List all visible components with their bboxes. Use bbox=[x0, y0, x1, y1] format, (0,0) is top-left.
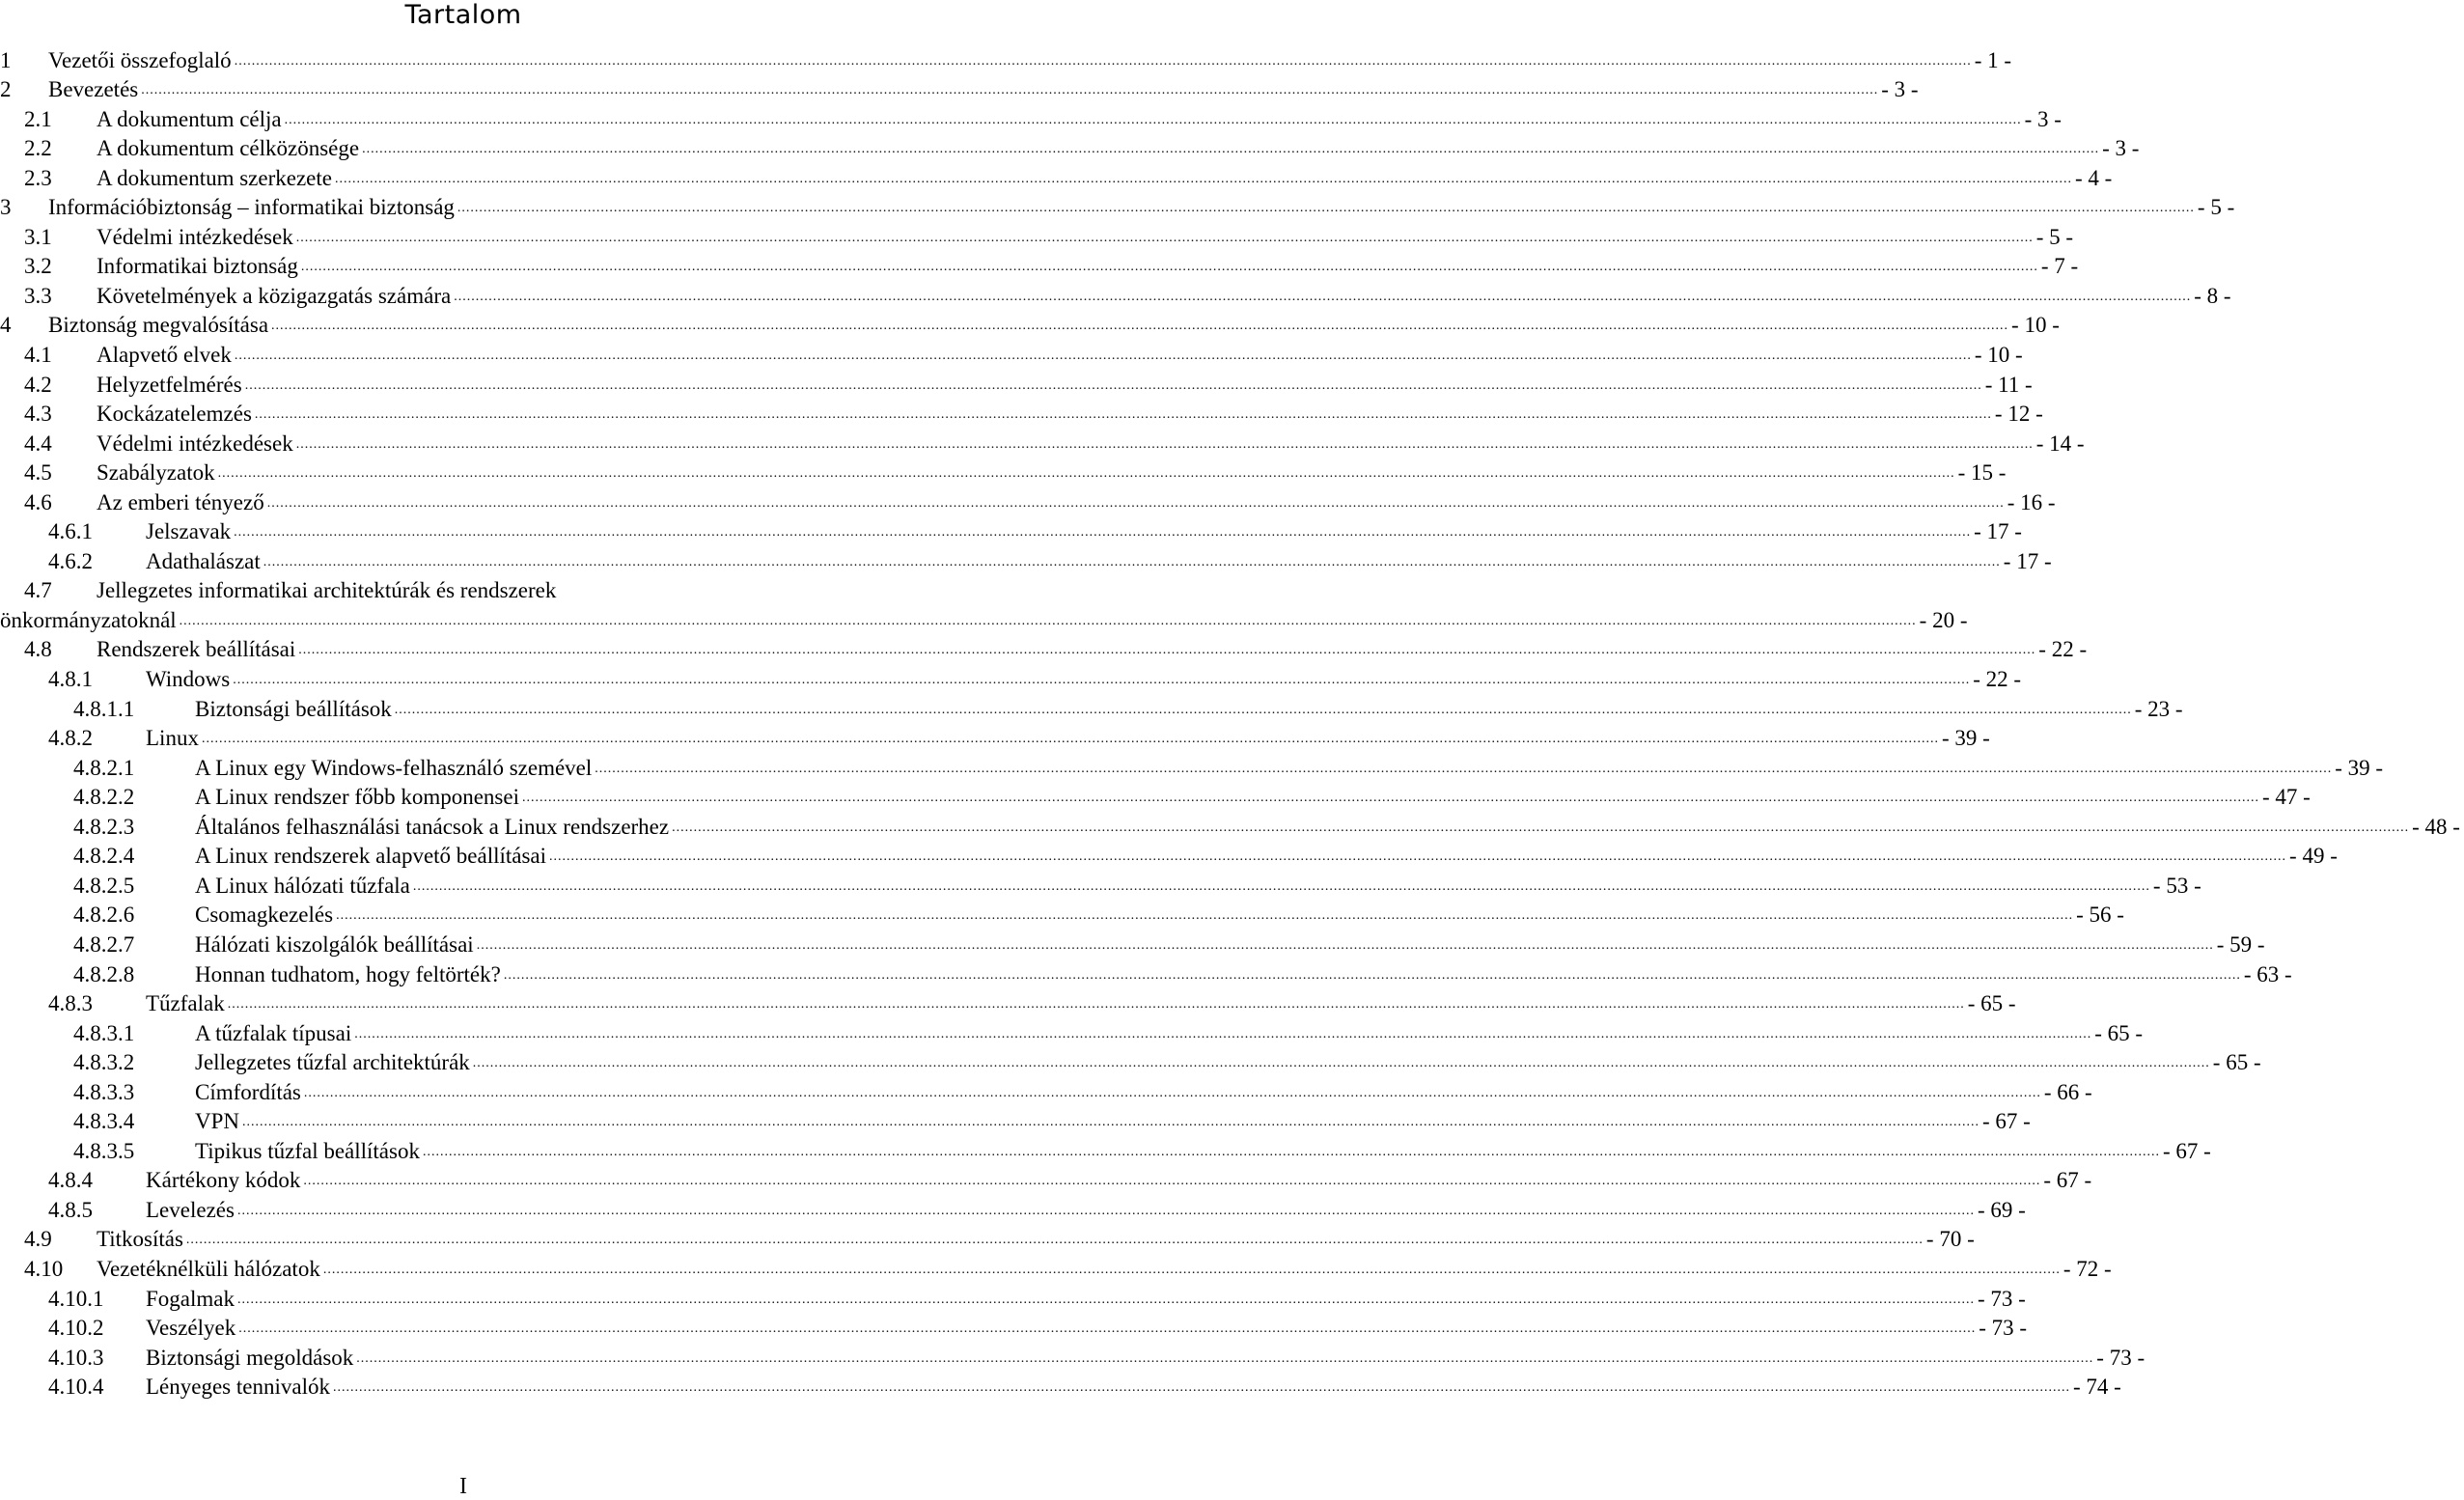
toc-entry-title: Honnan tudhatom, hogy feltörték? bbox=[195, 961, 501, 986]
dot-leader: ................................................................................................................................................................................................................................................................................................................................................................................................................ bbox=[521, 791, 2259, 806]
dot-leader: ................................................................................................................................................................................................................................................................................................................................................................................................................ bbox=[412, 878, 2150, 894]
toc-entry-title: Helyzetfelmérés bbox=[97, 372, 242, 397]
toc-entry[interactable] bbox=[0, 988, 2016, 1018]
toc-entry-title: Az emberi tényező bbox=[97, 489, 264, 514]
toc-entry-number: 4.6.2 bbox=[48, 548, 93, 573]
toc-entry[interactable] bbox=[0, 870, 2201, 900]
toc-entry-number: 4.8.3.2 bbox=[73, 1050, 135, 1075]
toc-entry-page: - 67 - bbox=[2162, 1138, 2211, 1163]
dot-leader: ................................................................................................................................................................................................................................................................................................................................................................................................................ bbox=[141, 83, 1879, 98]
toc-entry[interactable] bbox=[0, 221, 2074, 251]
toc-entry[interactable] bbox=[0, 1106, 2031, 1136]
toc-entry[interactable] bbox=[0, 929, 2265, 958]
toc-entry-title: Szabályzatok bbox=[97, 460, 215, 486]
dot-leader: ................................................................................................................................................................................................................................................................................................................................................................................................................ bbox=[362, 142, 2100, 157]
toc-entry[interactable] bbox=[0, 545, 2052, 575]
toc-entry-title: Linux bbox=[146, 726, 199, 751]
toc-entry-title: Vezetői összefoglaló bbox=[48, 47, 232, 72]
toc-entry[interactable] bbox=[0, 1194, 2026, 1224]
toc-entry[interactable] bbox=[0, 516, 2022, 546]
dot-leader: ................................................................................................................................................................................................................................................................................................................................................................................................................ bbox=[242, 1115, 1980, 1130]
toc-entry[interactable] bbox=[0, 663, 2022, 693]
toc-entry-title: Tűzfalak bbox=[146, 991, 225, 1016]
toc-entry-page: - 53 - bbox=[2152, 873, 2201, 898]
toc-entry-page: - 39 - bbox=[2335, 755, 2384, 780]
toc-entry-number: 1 bbox=[0, 47, 12, 72]
toc-entry-number: 4.10.2 bbox=[48, 1316, 104, 1341]
toc-entry-title: Levelezés bbox=[146, 1197, 235, 1222]
toc-entry-title: A dokumentum célközönsége bbox=[97, 136, 360, 161]
toc-entry-page: - 5 - bbox=[2197, 195, 2235, 220]
toc-entry[interactable] bbox=[0, 782, 2311, 812]
dot-leader: ................................................................................................................................................................................................................................................................................................................................................................................................................ bbox=[295, 436, 2034, 452]
dot-leader: ................................................................................................................................................................................................................................................................................................................................................................................................................ bbox=[298, 643, 2036, 658]
toc-entry[interactable] bbox=[0, 723, 1990, 753]
toc-entry-number: 4.8.2.1 bbox=[73, 755, 135, 780]
dot-leader: ................................................................................................................................................................................................................................................................................................................................................................................................................ bbox=[595, 761, 2333, 776]
toc-entry[interactable] bbox=[0, 103, 2062, 133]
dot-leader: ................................................................................................................................................................................................................................................................................................................................................................................................................ bbox=[672, 819, 2410, 835]
toc-entry[interactable] bbox=[0, 841, 2338, 871]
toc-entry-page: - 73 - bbox=[2096, 1345, 2146, 1370]
toc-entry-number: 4.8.3.3 bbox=[73, 1079, 135, 1104]
toc-entry-page: - 67 - bbox=[1982, 1109, 2031, 1134]
toc-entry[interactable] bbox=[0, 1372, 2121, 1402]
dot-leader: ................................................................................................................................................................................................................................................................................................................................................................................................................ bbox=[394, 702, 2132, 717]
toc-entry-page: - 65 - bbox=[2094, 1020, 2144, 1045]
dot-leader: ................................................................................................................................................................................................................................................................................................................................................................................................................ bbox=[332, 1380, 2070, 1396]
toc-entry[interactable] bbox=[0, 958, 2292, 988]
toc-entry-number: 4.8.3.1 bbox=[73, 1020, 135, 1045]
toc-entry-number: 4.8.2.5 bbox=[73, 873, 135, 898]
toc-entry-number: 4.5 bbox=[24, 460, 52, 486]
page-number: I bbox=[459, 1474, 467, 1499]
dot-leader: ................................................................................................................................................................................................................................................................................................................................................................................................................ bbox=[503, 967, 2241, 983]
dot-leader: ................................................................................................................................................................................................................................................................................................................................................................................................................ bbox=[354, 1026, 2092, 1042]
toc-entry-title: A tűzfalak típusai bbox=[195, 1020, 352, 1045]
toc-entry[interactable] bbox=[0, 74, 1919, 104]
dot-leader: ................................................................................................................................................................................................................................................................................................................................................................................................................ bbox=[217, 466, 1955, 482]
toc-entry-page: - 14 - bbox=[2035, 431, 2085, 456]
toc-entry-page: - 22 - bbox=[1973, 667, 2022, 692]
dot-leader: ................................................................................................................................................................................................................................................................................................................................................................................................................ bbox=[457, 201, 2195, 216]
dot-leader: ................................................................................................................................................................................................................................................................................................................................................................................................................ bbox=[300, 260, 2038, 275]
toc-entry-page: - 23 - bbox=[2134, 696, 2183, 721]
toc-entry-title: önkormányzatoknál bbox=[0, 607, 177, 632]
toc-entry-title: Követelmények a közigazgatás számára bbox=[97, 283, 452, 308]
toc-entry-title: A Linux egy Windows-felhasználó szemével bbox=[195, 755, 593, 780]
toc-entry-page: - 63 - bbox=[2243, 961, 2292, 986]
toc-entry[interactable] bbox=[0, 1253, 2112, 1283]
dot-leader: ................................................................................................................................................................................................................................................................................................................................................................................................................ bbox=[295, 230, 2034, 245]
toc-entry[interactable] bbox=[0, 811, 2460, 841]
toc-entry[interactable] bbox=[0, 44, 2012, 74]
toc-entry-number: 4.8.2.4 bbox=[73, 844, 135, 869]
toc-entry-page: - 49 - bbox=[2289, 844, 2338, 869]
toc-entry[interactable] bbox=[0, 1283, 2026, 1313]
toc-entry-page: - 10 - bbox=[1974, 343, 2023, 368]
toc-entry-page: - 17 - bbox=[1974, 519, 2022, 544]
toc-entry-page: - 47 - bbox=[2261, 785, 2311, 810]
toc-entry-number: 4.8.3.4 bbox=[73, 1109, 135, 1134]
toc-entry-page: - 73 - bbox=[1979, 1316, 2028, 1341]
toc-entry-title: Rendszerek beállításai bbox=[97, 637, 296, 662]
toc-entry[interactable] bbox=[0, 1076, 2092, 1106]
toc-entry-title: Csomagkezelés bbox=[195, 903, 334, 928]
dot-leader: ................................................................................................................................................................................................................................................................................................................................................................................................................ bbox=[454, 289, 2192, 304]
toc-entry-number: 4.8.4 bbox=[48, 1168, 93, 1193]
toc-entry[interactable] bbox=[0, 900, 2124, 930]
toc-entry-number: 4.8.2.8 bbox=[73, 961, 135, 986]
toc-entry-title: Informatikai biztonság bbox=[97, 254, 298, 279]
dot-leader: ................................................................................................................................................................................................................................................................................................................................................................................................................ bbox=[356, 1350, 2094, 1366]
toc-entry[interactable] bbox=[0, 1165, 2092, 1195]
toc-entry-number: 4.8.2 bbox=[48, 726, 93, 751]
toc-entry-title: Tipikus tűzfal beállítások bbox=[195, 1138, 420, 1163]
toc-entry[interactable] bbox=[0, 752, 2384, 782]
toc-entry[interactable] bbox=[0, 399, 2043, 429]
toc-entry-title: A dokumentum szerkezete bbox=[97, 165, 332, 190]
toc-entry-number: 2.3 bbox=[24, 165, 52, 190]
toc-entry[interactable] bbox=[0, 604, 1968, 634]
toc-entry-number: 4.8.3 bbox=[48, 991, 93, 1016]
toc-entry-title: Bevezetés bbox=[48, 77, 139, 102]
toc-entry-title: Adathalászat bbox=[146, 548, 261, 573]
toc-entry-number: 3 bbox=[0, 195, 12, 220]
toc-entry-number: 4.10.4 bbox=[48, 1375, 104, 1400]
toc-entry-title: Információbiztonság – informatikai biztonság bbox=[48, 195, 455, 220]
toc-entry-number: 2.1 bbox=[24, 106, 52, 131]
toc-entry-number: 4.7 bbox=[24, 578, 52, 603]
toc-entry-title: Biztonsági beállítások bbox=[195, 696, 392, 721]
toc-entry-number: 4.9 bbox=[24, 1227, 52, 1252]
dot-leader: ................................................................................................................................................................................................................................................................................................................................................................................................................ bbox=[422, 1144, 2160, 1159]
toc-entry-title: A Linux rendszerek alapvető beállításai bbox=[195, 844, 547, 869]
toc-entry-title: Fogalmak bbox=[146, 1286, 235, 1311]
dot-leader: ................................................................................................................................................................................................................................................................................................................................................................................................................ bbox=[233, 673, 1971, 688]
toc-entry[interactable] bbox=[0, 1342, 2146, 1372]
dot-leader: ................................................................................................................................................................................................................................................................................................................................................................................................................ bbox=[185, 1233, 1924, 1248]
toc-entry-page: - 17 - bbox=[2003, 548, 2052, 573]
toc-entry-page: - 3 - bbox=[2102, 136, 2140, 161]
toc-entry-title: Lényeges tennivalók bbox=[146, 1375, 330, 1400]
toc-entry-page: - 20 - bbox=[1919, 607, 1968, 632]
dot-leader: ................................................................................................................................................................................................................................................................................................................................................................................................................ bbox=[266, 495, 2005, 511]
toc-entry-title: Jellegzetes informatikai architektúrák és rendszerek bbox=[97, 578, 557, 603]
dot-leader: ................................................................................................................................................................................................................................................................................................................................................................................................................ bbox=[271, 319, 2009, 334]
dot-leader: ................................................................................................................................................................................................................................................................................................................................................................................................................ bbox=[549, 849, 2287, 865]
toc-entry-title: Kártékony kódok bbox=[146, 1168, 301, 1193]
toc-entry-title: Titkosítás bbox=[97, 1227, 183, 1252]
toc-entry[interactable] bbox=[0, 1224, 1975, 1254]
toc-entry-number: 4.2 bbox=[24, 372, 52, 397]
toc-entry-number: 4.8.2.7 bbox=[73, 931, 135, 957]
toc-entry-page: - 15 - bbox=[1957, 460, 2007, 486]
toc-entry-page: - 65 - bbox=[2212, 1050, 2261, 1075]
toc-entry-page: - 66 - bbox=[2043, 1079, 2092, 1104]
toc-entry-number: 4.10.3 bbox=[48, 1345, 104, 1370]
toc-entry-title: Jelszavak bbox=[146, 519, 232, 544]
toc-entry-title: Windows bbox=[146, 667, 231, 692]
toc-entry-number: 2 bbox=[0, 77, 12, 102]
toc-entry[interactable] bbox=[0, 458, 2007, 487]
toc-entry[interactable] bbox=[0, 133, 2140, 163]
toc-entry-page: - 10 - bbox=[2011, 313, 2060, 338]
toc-entry-page: - 70 - bbox=[1925, 1227, 1975, 1252]
toc-entry-number: 4.8.1 bbox=[48, 667, 93, 692]
toc-entry-page: - 69 - bbox=[1977, 1197, 2026, 1222]
page-title: Tartalom bbox=[404, 0, 522, 30]
toc-entry-title: Biztonság megvalósítása bbox=[48, 313, 269, 338]
toc-entry-title: Védelmi intézkedések bbox=[97, 431, 293, 456]
toc-entry-number: 4.10 bbox=[24, 1256, 64, 1281]
toc-entry-number: 4.8 bbox=[24, 637, 52, 662]
toc-entry-page: - 67 - bbox=[2043, 1168, 2092, 1193]
dot-leader: ................................................................................................................................................................................................................................................................................................................................................................................................................ bbox=[179, 613, 1917, 628]
toc-entry-number: 4.8.5 bbox=[48, 1197, 93, 1222]
toc-entry-page: - 73 - bbox=[1978, 1286, 2026, 1311]
toc-entry-number: 4 bbox=[0, 313, 12, 338]
toc-entry[interactable] bbox=[0, 280, 2231, 310]
toc-entry-number: 4.4 bbox=[24, 431, 52, 456]
toc-entry-title: Általános felhasználási tanácsok a Linux rendszerhez bbox=[195, 814, 670, 839]
toc-entry-number: 4.8.2.3 bbox=[73, 814, 135, 839]
toc-entry-title: A dokumentum célja bbox=[97, 106, 282, 131]
dot-leader: ................................................................................................................................................................................................................................................................................................................................................................................................................ bbox=[322, 1262, 2061, 1277]
toc-entry-page: - 16 - bbox=[2007, 489, 2056, 514]
dot-leader: ................................................................................................................................................................................................................................................................................................................................................................................................................ bbox=[234, 53, 1972, 69]
toc-entry-title: Vezetéknélküli hálózatok bbox=[97, 1256, 320, 1281]
toc-entry[interactable] bbox=[0, 1047, 2261, 1077]
toc-entry[interactable] bbox=[0, 428, 2085, 458]
toc-entry-title: Címfordítás bbox=[195, 1079, 301, 1104]
toc-entry[interactable] bbox=[0, 339, 2023, 369]
toc-entry-page: - 8 - bbox=[2194, 283, 2231, 308]
dot-leader: ................................................................................................................................................................................................................................................................................................................................................................................................................ bbox=[284, 112, 2022, 127]
toc-entry-page: - 1 - bbox=[1974, 47, 2012, 72]
toc-entry-number: 3.2 bbox=[24, 254, 52, 279]
dot-leader: ................................................................................................................................................................................................................................................................................................................................................................................................................ bbox=[237, 1292, 1975, 1307]
toc-entry-number: 4.3 bbox=[24, 402, 52, 427]
dot-leader: ................................................................................................................................................................................................................................................................................................................................................................................................................ bbox=[303, 1085, 2041, 1100]
toc-entry-title: VPN bbox=[195, 1109, 240, 1134]
toc-entry-page: - 3 - bbox=[2024, 106, 2062, 131]
toc-entry-page: - 56 - bbox=[2076, 903, 2124, 928]
toc-entry-page: - 4 - bbox=[2074, 165, 2113, 190]
toc-entry-title: Alapvető elvek bbox=[97, 343, 232, 368]
toc-entry-number: 4.8.1.1 bbox=[73, 696, 135, 721]
toc-entry-page: - 11 - bbox=[1984, 372, 2033, 397]
toc-entry-page: - 48 - bbox=[2412, 814, 2460, 839]
toc-entry[interactable] bbox=[0, 1135, 2211, 1165]
dot-leader: ................................................................................................................................................................................................................................................................................................................................................................................................................ bbox=[236, 1203, 1975, 1218]
toc-entry-number: 3.3 bbox=[24, 283, 52, 308]
dot-leader: ................................................................................................................................................................................................................................................................................................................................................................................................................ bbox=[227, 997, 1965, 1013]
toc-entry-page: - 65 - bbox=[1967, 991, 2016, 1016]
toc-entry-page: - 5 - bbox=[2035, 224, 2074, 249]
toc-entry[interactable] bbox=[0, 693, 2183, 723]
toc-entry-title: Jellegzetes tűzfal architektúrák bbox=[195, 1050, 470, 1075]
toc-entry-number: 2.2 bbox=[24, 136, 52, 161]
toc-entry-title: A Linux rendszer főbb komponensei bbox=[195, 785, 519, 810]
dot-leader: ................................................................................................................................................................................................................................................................................................................................................................................................................ bbox=[336, 908, 2074, 924]
toc-entry-page: - 74 - bbox=[2072, 1375, 2121, 1400]
toc-entry-number: 4.1 bbox=[24, 343, 52, 368]
toc-entry-page: - 22 - bbox=[2038, 637, 2088, 662]
dot-leader: ................................................................................................................................................................................................................................................................................................................................................................................................................ bbox=[238, 1321, 1977, 1337]
dot-leader: ................................................................................................................................................................................................................................................................................................................................................................................................................ bbox=[263, 554, 2001, 569]
dot-leader: ................................................................................................................................................................................................................................................................................................................................................................................................................ bbox=[234, 348, 1972, 364]
toc-entry-title: Kockázatelemzés bbox=[97, 402, 252, 427]
toc-entry[interactable] bbox=[0, 1017, 2144, 1047]
toc-entry-number: 4.8.3.5 bbox=[73, 1138, 135, 1163]
toc-entry-title: Védelmi intézkedések bbox=[97, 224, 293, 249]
dot-leader: ................................................................................................................................................................................................................................................................................................................................................................................................................ bbox=[244, 377, 1982, 393]
toc-entry-number: 4.6 bbox=[24, 489, 52, 514]
toc-entry[interactable] bbox=[0, 162, 2113, 192]
toc-entry-number: 4.10.1 bbox=[48, 1286, 104, 1311]
toc-entry[interactable] bbox=[0, 634, 2088, 664]
table-of-contents bbox=[0, 44, 2460, 1401]
toc-entry-number: 4.6.1 bbox=[48, 519, 93, 544]
toc-entry[interactable] bbox=[0, 575, 927, 605]
toc-entry-page: - 59 - bbox=[2216, 931, 2265, 957]
toc-entry[interactable] bbox=[0, 310, 2060, 340]
toc-entry[interactable] bbox=[0, 486, 2056, 516]
dot-leader: ................................................................................................................................................................................................................................................................................................................................................................................................................ bbox=[334, 171, 2072, 186]
toc-entry[interactable] bbox=[0, 369, 2033, 399]
toc-entry[interactable] bbox=[0, 1313, 2028, 1343]
toc-entry-title: Hálózati kiszolgálók beállításai bbox=[195, 931, 474, 957]
dot-leader: ................................................................................................................................................................................................................................................................................................................................................................................................................ bbox=[254, 407, 1992, 423]
toc-entry-number: 3.1 bbox=[24, 224, 52, 249]
toc-entry-number: 4.8.2.6 bbox=[73, 903, 135, 928]
dot-leader: ................................................................................................................................................................................................................................................................................................................................................................................................................ bbox=[472, 1056, 2210, 1071]
toc-entry[interactable] bbox=[0, 192, 2235, 222]
toc-entry-title: Veszélyek bbox=[146, 1316, 236, 1341]
toc-entry-title: A Linux hálózati tűzfala bbox=[195, 873, 410, 898]
toc-entry-page: - 12 - bbox=[1994, 402, 2043, 427]
toc-entry-page: - 72 - bbox=[2063, 1256, 2112, 1281]
dot-leader: ................................................................................................................................................................................................................................................................................................................................................................................................................ bbox=[201, 732, 1939, 747]
dot-leader: ................................................................................................................................................................................................................................................................................................................................................................................................................ bbox=[476, 937, 2214, 953]
toc-entry-page: - 7 - bbox=[2040, 254, 2079, 279]
toc-entry-page: - 3 - bbox=[1881, 77, 1919, 102]
toc-entry-page: - 39 - bbox=[1941, 726, 1990, 751]
toc-entry[interactable] bbox=[0, 251, 2079, 281]
dot-leader: ................................................................................................................................................................................................................................................................................................................................................................................................................ bbox=[303, 1174, 2041, 1189]
toc-entry-number: 4.8.2.2 bbox=[73, 785, 135, 810]
dot-leader: ................................................................................................................................................................................................................................................................................................................................................................................................................ bbox=[234, 525, 1972, 541]
toc-entry-title: Biztonsági megoldások bbox=[146, 1345, 354, 1370]
